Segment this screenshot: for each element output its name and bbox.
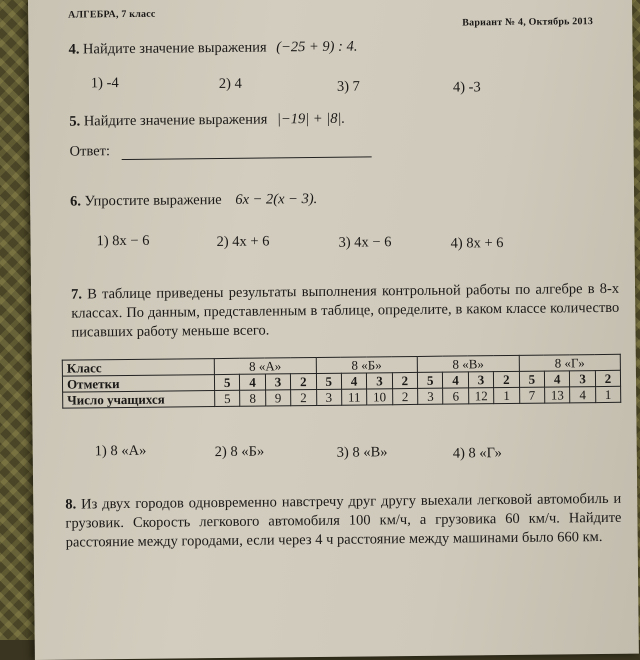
question-text: Найдите значение выражения [82,39,267,58]
grade-cell: 4 [240,374,266,390]
count-cell: 5 [215,390,241,406]
question-5 [69,111,345,131]
row-label: Число учащихся [63,391,215,409]
header-variant: Вариант № 4, Октябрь 2013 [462,16,594,29]
question-expression: (−25 + 9) : 4. [276,38,358,56]
q7-option-3[interactable]: 3) 8 «В» [336,444,388,461]
answer-line[interactable] [122,156,372,160]
count-cell: 11 [341,389,367,405]
count-cell: 12 [468,388,494,404]
count-cell: 1 [595,386,621,402]
q7-option-2[interactable]: 2) 8 «Б» [214,443,265,461]
question-8 [65,490,622,553]
header-subject: АЛГЕБРА, 7 класс [68,8,156,21]
count-cell: 1 [494,387,520,403]
question-text: Упростите выражение [84,191,222,210]
class-header: 8 «В» [417,355,519,372]
question-text: В таблице приведены результаты выполнения контрольной работы по алгебре в 8-х классах. По данным, представленным в таблице, определите, в каком классе количество писавших работу меньше всего. [71,280,620,341]
grade-cell: 5 [519,371,545,387]
count-cell: 3 [316,389,342,405]
q4-option-1[interactable]: 1) -4 [90,75,119,92]
count-cell: 10 [367,389,393,405]
grade-cell: 2 [595,370,621,386]
worksheet-page [28,0,639,660]
q4-option-2[interactable]: 2) 4 [218,75,242,93]
grade-cell: 5 [316,373,342,389]
grade-cell: 3 [367,373,393,389]
grade-cell: 2 [392,372,418,388]
results-table [62,354,622,409]
q6-option-3[interactable]: 3) 4x − 6 [338,234,392,251]
grade-cell: 3 [468,372,494,388]
q6-option-1[interactable]: 1) 8x − 6 [96,232,150,250]
count-cell: 7 [519,387,545,403]
question-6 [70,191,317,211]
q4-option-3[interactable]: 3) 7 [336,78,360,95]
question-text: Из двух городов одновременно навстречу друг другу выехали легковой автомобиль и грузовик. Скорость легкового автомобиля 100 км/ч, а грузовика 60 км/ч. Найдите расстояние между городами, если через 4 ч расстояние между машинами было 660 км. [65,490,622,551]
question-expression: 6x − 2(x − 3). [235,190,318,208]
grade-cell: 2 [291,374,317,390]
count-cell: 2 [392,388,418,404]
question-number: 8. [65,496,77,513]
grade-cell: 5 [214,374,240,390]
question-number: 4. [68,41,80,58]
count-cell: 4 [570,387,596,403]
question-expression: |−19| + |8|. [276,110,346,128]
answer-label: Ответ: [69,143,111,160]
count-cell: 9 [265,390,291,406]
grade-cell: 5 [417,372,443,388]
question-number: 7. [71,286,83,303]
grade-cell: 2 [494,371,520,387]
question-number: 5. [69,113,81,130]
grade-cell: 4 [341,373,367,389]
question-7 [71,280,620,343]
question-number: 6. [70,193,82,210]
count-cell: 6 [443,388,469,404]
row-label: Класс [62,359,214,377]
class-header: 8 «Г» [519,354,621,371]
class-header: 8 «Б» [316,356,418,373]
grade-cell: 3 [570,371,596,387]
row-label: Отметки [62,375,214,393]
q6-option-4[interactable]: 4) 8x + 6 [450,235,504,252]
count-cell: 3 [418,388,444,404]
grade-cell: 3 [265,374,291,390]
q7-option-4[interactable]: 4) 8 «Г» [452,445,502,462]
question-text: Найдите значение выражения [83,111,268,130]
q6-option-2[interactable]: 2) 4x + 6 [216,233,270,251]
grade-cell: 4 [443,372,469,388]
count-cell: 13 [545,387,571,403]
q4-option-4[interactable]: 4) -3 [452,79,481,96]
class-header: 8 «А» [214,358,316,375]
grade-cell: 4 [544,371,570,387]
question-4 [68,39,357,59]
q7-option-1[interactable]: 1) 8 «А» [94,442,147,460]
count-cell: 8 [240,390,266,406]
count-cell: 2 [291,390,317,406]
